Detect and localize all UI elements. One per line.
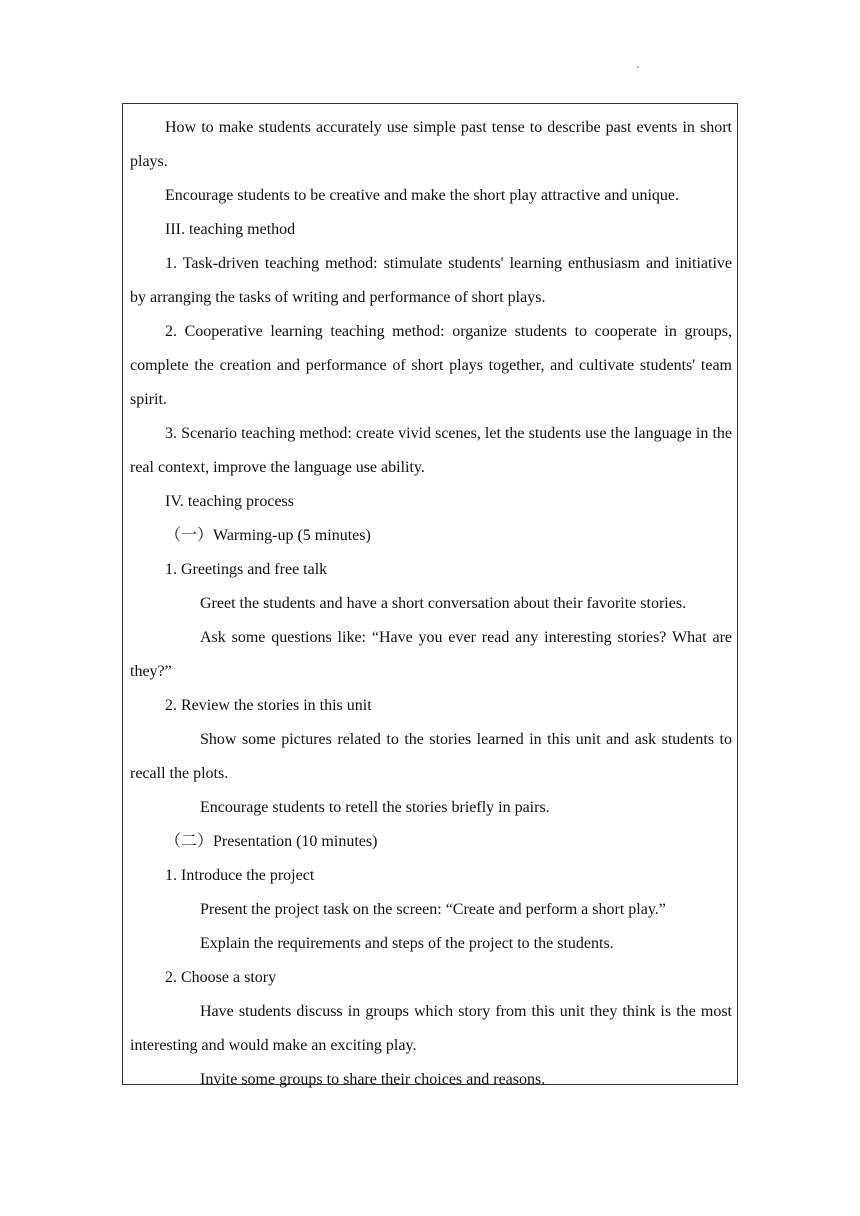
step-detail-discuss: Have students discuss in groups which story from this unit they think is the most interesting and would make an exciting play. bbox=[130, 1003, 732, 1054]
objective-paragraph-creativity: Encourage students to be creative and make the short play attractive and unique. bbox=[165, 187, 680, 204]
page-header-mark: · bbox=[636, 60, 640, 74]
step-detail-explain: Explain the requirements and steps of the project to the students. bbox=[200, 935, 614, 952]
method-item-task-driven: 1. Task-driven teaching method: stimulate students' learning enthusiasm and initiative by arranging the tasks of writing and performance of short plays. bbox=[130, 255, 732, 306]
step-heading-choose-story: 2. Choose a story bbox=[165, 969, 277, 986]
stage-heading-presentation: （二）Presentation (10 minutes) bbox=[165, 833, 378, 850]
step-detail-questions: Ask some questions like: “Have you ever read any interesting stories? What are they?” bbox=[130, 629, 732, 680]
stage-heading-warming-up: （一）Warming-up (5 minutes) bbox=[165, 527, 371, 544]
step-detail-pictures: Show some pictures related to the stories learned in this unit and ask students to recall the plots. bbox=[130, 731, 732, 782]
method-item-scenario: 3. Scenario teaching method: create vivid scenes, let the students use the language in the real context, improve the language use ability. bbox=[130, 425, 732, 476]
step-detail-present-task: Present the project task on the screen: “Create and perform a short play.” bbox=[200, 901, 666, 918]
section-heading-teaching-method: III. teaching method bbox=[165, 221, 296, 238]
lesson-plan-table-cell bbox=[122, 103, 738, 1088]
lesson-plan-content bbox=[130, 111, 732, 1097]
objective-paragraph-tense: How to make students accurately use simple past tense to describe past events in short plays. bbox=[130, 119, 732, 170]
step-detail-greet: Greet the students and have a short conversation about their favorite stories. bbox=[200, 595, 687, 612]
step-heading-greetings: 1. Greetings and free talk bbox=[165, 561, 328, 578]
step-detail-retell: Encourage students to retell the stories briefly in pairs. bbox=[200, 799, 550, 816]
step-heading-introduce-project: 1. Introduce the project bbox=[165, 867, 315, 884]
method-item-cooperative: 2. Cooperative learning teaching method: organize students to cooperate in groups, complete the creation and performance of short plays together, and cultivate students' team spirit. bbox=[130, 323, 732, 408]
section-heading-teaching-process: IV. teaching process bbox=[165, 493, 294, 510]
step-heading-review: 2. Review the stories in this unit bbox=[165, 697, 372, 714]
step-detail-share: Invite some groups to share their choices and reasons. bbox=[200, 1071, 546, 1088]
